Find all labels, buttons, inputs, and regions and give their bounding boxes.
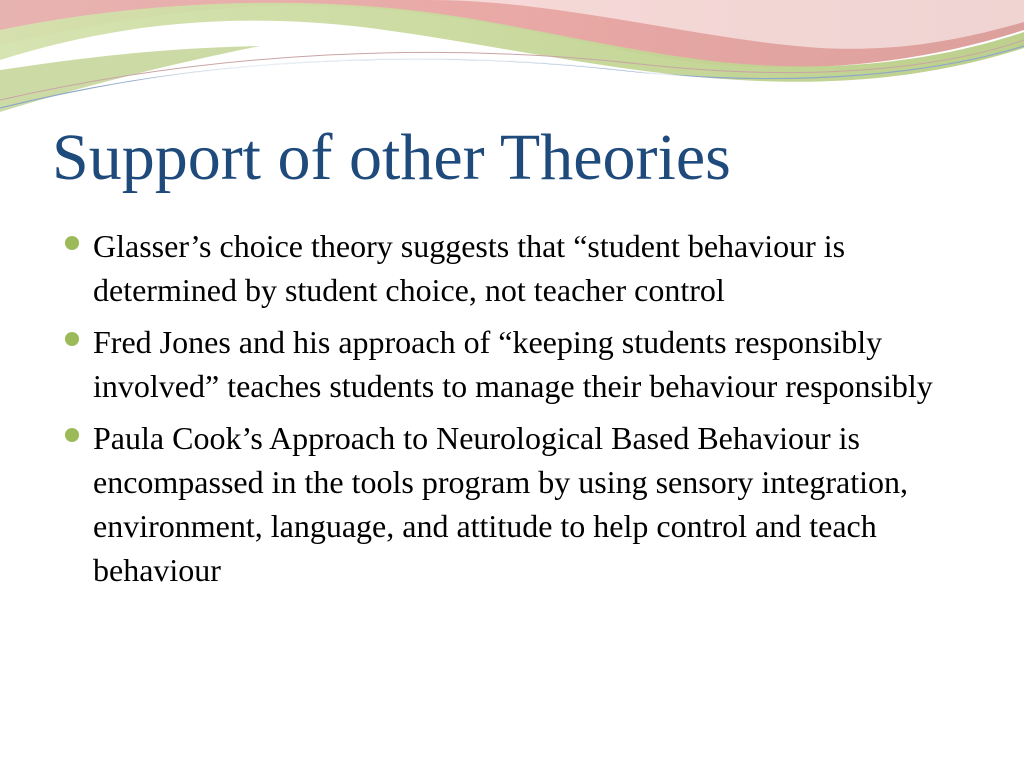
bullet-item-glasser (64, 224, 984, 312)
slide-title: Support of other Theories (52, 121, 731, 194)
bullet-item-jones (64, 320, 984, 408)
bullet-text: Glasser’s choice theory suggests that “student behaviour is determined by student choice, not teacher control (93, 228, 846, 308)
bullet-text: Paula Cook’s Approach to Neurological Based Behaviour is encompassed in the tools program by using sensory integration, environment, language, and attitude to help control and teach behaviour (93, 420, 908, 588)
bullet-dot-icon (65, 428, 79, 442)
bullet-dot-icon (65, 236, 79, 250)
bullet-item-cook (64, 416, 984, 592)
bullet-dot-icon (65, 332, 79, 346)
wave-green-tail (0, 46, 260, 112)
decorative-wave-banner (0, 0, 1024, 130)
bullet-text: Fred Jones and his approach of “keeping students responsibly involved” teaches students to manage their behaviour responsibly (93, 324, 933, 404)
bullet-list (64, 224, 984, 600)
